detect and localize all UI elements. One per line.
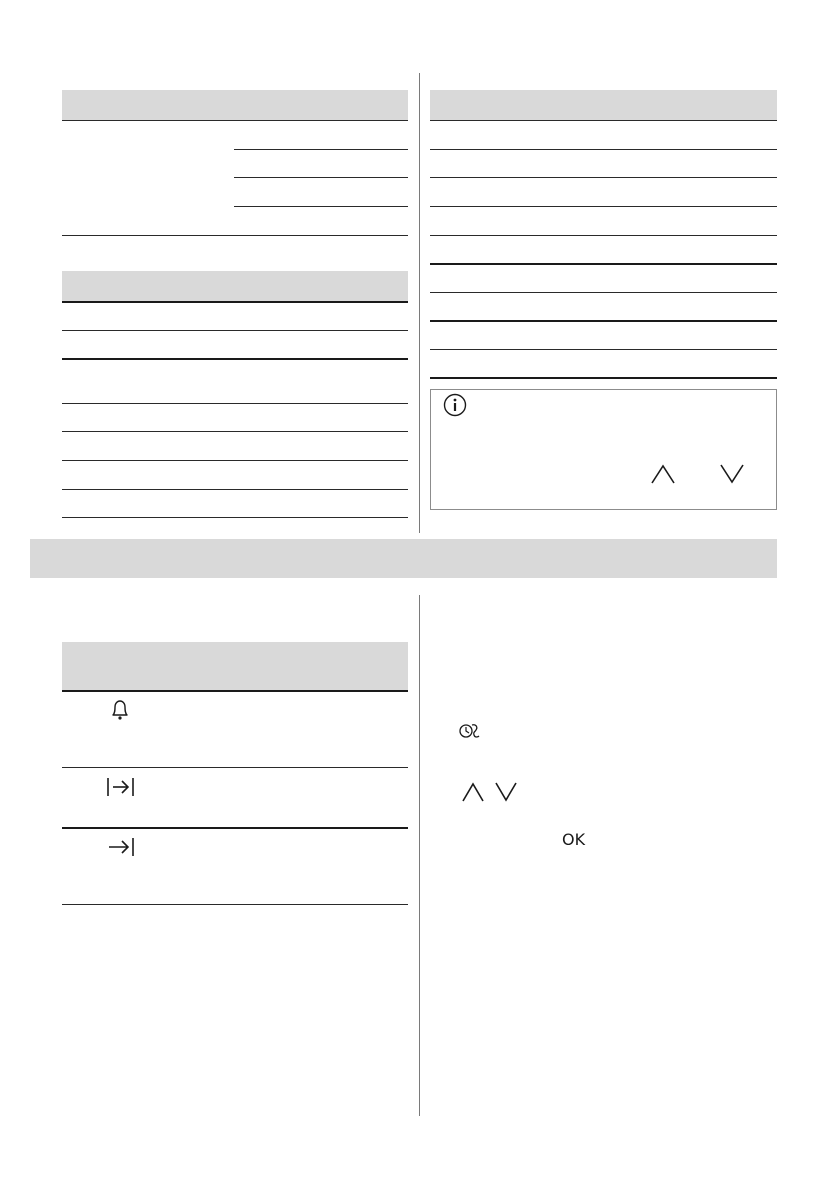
- table-rule: [62, 827, 408, 829]
- table-rule: [430, 206, 777, 207]
- column-separator: [419, 73, 420, 533]
- info-icon: [443, 393, 467, 417]
- table-header: [62, 90, 408, 120]
- table-header: [430, 90, 777, 120]
- chevron-down-icon: [719, 463, 745, 485]
- table-header: [62, 271, 408, 301]
- table-rule: [430, 349, 777, 350]
- table-rule: [62, 301, 408, 303]
- table-rule: [62, 330, 408, 331]
- section-banner: [30, 539, 777, 578]
- table-rule: [234, 206, 408, 207]
- table-rule: [234, 177, 408, 178]
- table-rule: [234, 149, 408, 150]
- table-rule: [430, 235, 777, 236]
- table-rule: [430, 177, 777, 178]
- clock-functions-icon: [458, 721, 482, 741]
- column-separator: [419, 595, 420, 1116]
- table-rule: [62, 120, 408, 121]
- chevron-up-icon: [461, 781, 485, 803]
- table-rule: [430, 292, 777, 293]
- ok-key-label: OK: [562, 830, 586, 849]
- table-rule: [62, 767, 408, 768]
- table-rule: [430, 149, 777, 150]
- chevron-up-icon: [650, 463, 676, 485]
- table-rule: [62, 690, 408, 692]
- end-time-icon: [106, 836, 136, 858]
- bell-icon: [108, 698, 132, 722]
- table-rule: [430, 377, 777, 379]
- table-rule: [62, 517, 408, 518]
- note-box: [430, 389, 777, 510]
- table-rule: [62, 358, 408, 360]
- ok-key-icon: [562, 830, 592, 850]
- table-rule: [62, 431, 408, 432]
- table-header: [62, 642, 408, 690]
- table-rule: [430, 120, 777, 121]
- table-rule: [430, 263, 777, 265]
- table-rule: [62, 460, 408, 461]
- table-rule: [62, 235, 408, 236]
- table-rule: [62, 904, 408, 905]
- duration-icon: [106, 776, 136, 798]
- chevron-down-icon: [494, 781, 518, 803]
- table-rule: [62, 489, 408, 490]
- table-rule: [62, 403, 408, 404]
- table-rule: [430, 320, 777, 322]
